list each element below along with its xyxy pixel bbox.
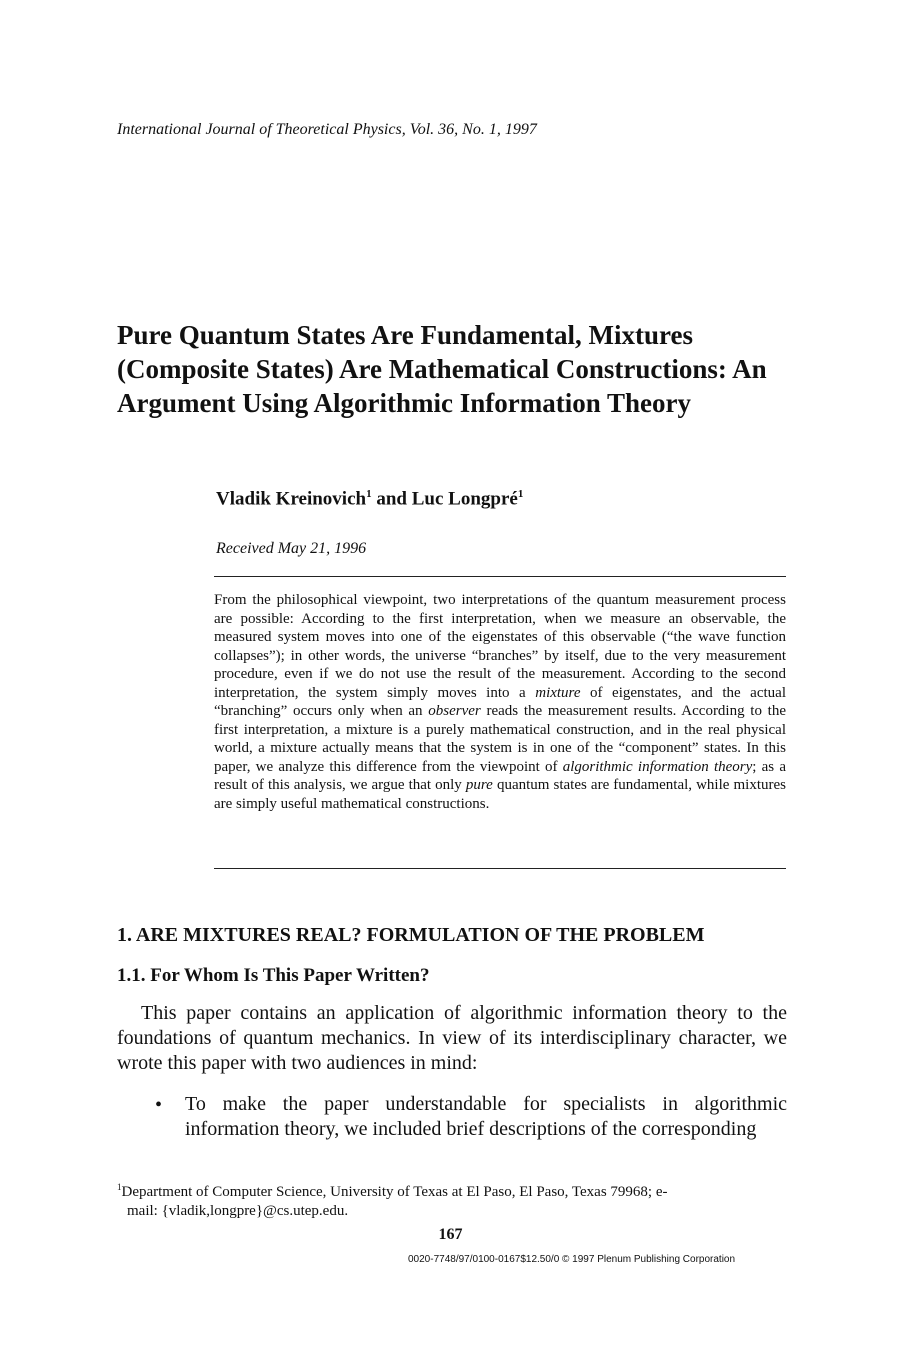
- abstract: [214, 591, 786, 813]
- abstract-text-4: ; as a result of this analysis, we argue that only: [214, 758, 786, 793]
- copyright-line: 0020-7748/97/0100-0167$12.50/0 © 1997 Plenum Publishing Corporation: [408, 1254, 736, 1265]
- abstract-bottom-rule: [214, 868, 786, 869]
- abstract-emphasis-mixture: mixture: [535, 684, 581, 701]
- footnote: [117, 1178, 789, 1221]
- affiliation-marker-1: 1: [366, 488, 372, 500]
- author-kreinovich: Vladik Kreinovich: [216, 488, 367, 510]
- footnote-line-2: mail: {vladik,longpre}@cs.utep.edu.: [127, 1203, 349, 1219]
- footnote-line-1: Department of Computer Science, University of Texas at El Paso, El Paso, Texas 79968; e-: [121, 1184, 668, 1200]
- journal-citation: International Journal of Theoretical Physics, Vol. 36, No. 1, 1997: [117, 121, 537, 138]
- abstract-text-5: quantum states are fundamental, while mixtures are simply useful mathematical constructions.: [214, 777, 787, 812]
- bullet-marker: •: [155, 1094, 163, 1116]
- author-longpre: Luc Longpré: [411, 488, 518, 510]
- subsection-heading: 1.1. For Whom Is This Paper Written?: [117, 965, 430, 986]
- received-date: Received May 21, 1996: [216, 540, 367, 557]
- abstract-top-rule: [214, 576, 786, 577]
- section-heading: 1. ARE MIXTURES REAL? FORMULATION OF THE PROBLEM: [117, 924, 705, 946]
- footnote-marker: 1: [117, 1182, 122, 1192]
- page-number: 167: [438, 1226, 463, 1243]
- abstract-emphasis-observer: observer: [428, 703, 481, 719]
- abstract-text-2: of eigenstates, and the actual “branching” occurs only when an: [214, 684, 786, 719]
- author-line: [216, 488, 523, 510]
- abstract-emphasis-pure: pure: [465, 777, 493, 793]
- affiliation-marker-2: 1: [517, 488, 524, 500]
- paper-title: Pure Quantum States Are Fundamental, Mixtures (Composite States) Are Mathematical Constructions: An Argument Using Algorithmic Information Theory: [117, 320, 767, 418]
- intro-paragraph: This paper contains an application of algorithmic information theory to the foundations of quantum mechanics. In view of its interdisciplinary character, we wrote this paper with two audiences in mind:: [117, 1002, 787, 1074]
- abstract-text-3: reads the measurement results. According to the first interpretation, a mixture is a purely mathematical construction, and in the real physical world, a mixture actually means that the system is in one of the “component” states. In this paper, we analyze this difference from the viewpoint of: [214, 703, 786, 775]
- abstract-emphasis-ait: algorithmic information theory: [562, 758, 753, 775]
- author-conjunction: and: [371, 488, 412, 510]
- bullet-item-text: To make the paper understandable for specialists in algorithmic information theory, we included brief descriptions of the corresponding: [185, 1093, 787, 1140]
- abstract-text-1: From the philosophical viewpoint, two interpretations of the quantum measurement process are possible: According to the first interpretation, when we measure an observable, the measured system moves into one of the eigenstates of this observable (“the wave function collapses”); in other words, the universe “branches” by itself, due to the very measurement procedure, even if we do not use the result of the measurement. According to the second interpretation, the system simply moves into a: [214, 592, 786, 701]
